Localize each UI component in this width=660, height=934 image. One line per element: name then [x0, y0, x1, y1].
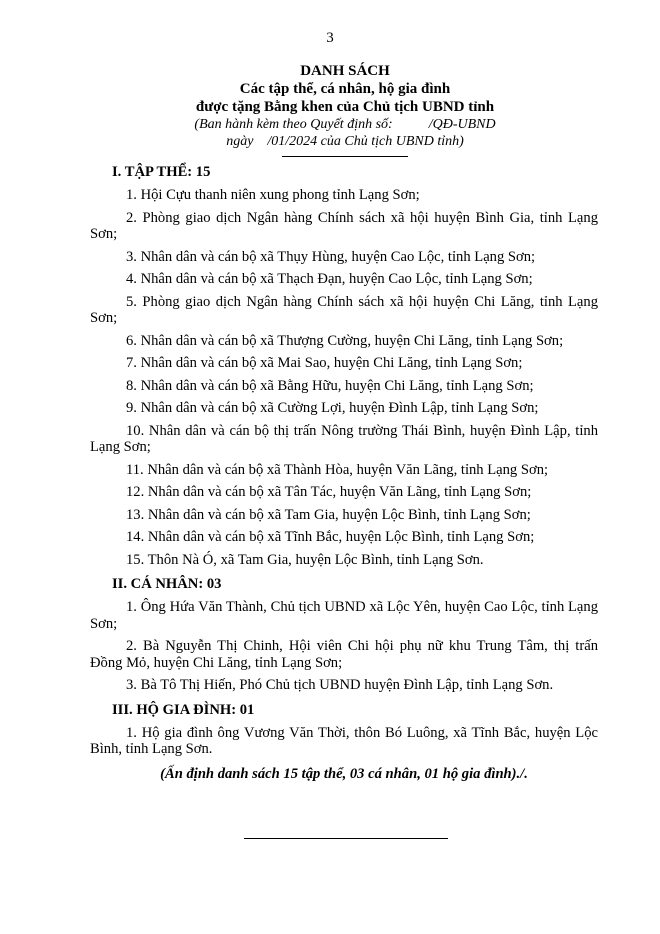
section-individuals — [90, 574, 598, 694]
closing-note: (Ấn định danh sách 15 tập thể, 03 cá nhân, 01 hộ gia đình)./. — [160, 765, 528, 782]
date-label: ngày — [226, 134, 254, 149]
list-item: 13. Nhân dân và cán bộ xã Tam Gia, huyện Lộc Bình, tỉnh Lạng Sơn; — [126, 506, 531, 523]
list-item: 4. Nhân dân và cán bộ xã Thạch Đạn, huyện Cao Lộc, tỉnh Lạng Sơn; — [126, 271, 533, 287]
list-item: 10. Nhân dân và cán bộ thị trấn Nông trường Thái Bình, huyện Đình Lập, tỉnh Lạng Sơn; — [90, 422, 598, 455]
issuance-note-prefix: (Ban hành kèm theo Quyết định số: — [194, 117, 393, 132]
list-item: 6. Nhân dân và cán bộ xã Thượng Cường, huyện Chi Lăng, tỉnh Lạng Sơn; — [126, 332, 564, 349]
list-item: 1. Hội Cựu thanh niên xung phong tỉnh Lạng Sơn; — [126, 187, 420, 203]
document-subtitle-1: Các tập thể, cá nhân, hộ gia đình — [239, 81, 451, 97]
list-item: 7. Nhân dân và cán bộ xã Mai Sao, huyện Chi Lăng, tỉnh Lạng Sơn; — [126, 355, 523, 371]
footer-divider — [244, 838, 448, 839]
page-number: 3 — [326, 30, 334, 46]
list-item: 11. Nhân dân và cán bộ xã Thành Hòa, huyện Văn Lãng, tỉnh Lạng Sơn; — [126, 461, 549, 478]
list-item: 12. Nhân dân và cán bộ xã Tân Tác, huyện Văn Lãng, tỉnh Lạng Sơn; — [126, 484, 532, 500]
list-item: 2. Phòng giao dịch Ngân hàng Chính sách xã hội huyện Bình Gia, tỉnh Lạng Sơn; — [90, 209, 598, 242]
list-item: 2. Bà Nguyễn Thị Chinh, Hội viên Chi hội phụ nữ khu Trung Tâm, thị trấn Đồng Mỏ, huyện Chi Lăng, tỉnh Lạng Sơn; — [90, 638, 598, 671]
section-heading: I. TẬP THỂ: 15 — [112, 164, 211, 180]
list-item: 3. Nhân dân và cán bộ xã Thụy Hùng, huyện Cao Lộc, tỉnh Lạng Sơn; — [126, 248, 536, 265]
list-item: 8. Nhân dân và cán bộ xã Bằng Hữu, huyện Chi Lăng, tỉnh Lạng Sơn; — [126, 377, 534, 394]
issuance-note-line-2 — [90, 133, 600, 150]
document-subtitle-2: được tặng Bằng khen của Chủ tịch UBND tỉnh — [195, 99, 495, 115]
list-item: 15. Thôn Nà Ó, xã Tam Gia, huyện Lộc Bình, tỉnh Lạng Sơn. — [126, 551, 484, 568]
list-item: 1. Hộ gia đình ông Vương Văn Thời, thôn Bó Luông, xã Tĩnh Bắc, huyện Lộc Bình, tỉnh Lạng Sơn. — [90, 724, 598, 757]
section-collectives — [90, 162, 598, 568]
document-title: DANH SÁCH — [300, 63, 390, 79]
date-suffix: /01/2024 của Chủ tịch UBND tỉnh) — [267, 134, 464, 149]
list-item: 5. Phòng giao dịch Ngân hàng Chính sách xã hội huyện Chi Lăng, tỉnh Lạng Sơn; — [90, 293, 598, 326]
document-header — [90, 62, 600, 150]
header-divider — [282, 156, 408, 157]
document-body — [90, 162, 598, 784]
section-heading: II. CÁ NHÂN: 03 — [112, 576, 222, 592]
issuance-note-line-1 — [90, 116, 600, 133]
list-item: 14. Nhân dân và cán bộ xã Tĩnh Bắc, huyện Lộc Bình, tỉnh Lạng Sơn; — [126, 529, 535, 545]
section-heading: III. HỘ GIA ĐÌNH: 01 — [112, 701, 255, 718]
section-households — [90, 700, 598, 758]
decision-code: /QĐ-UBND — [428, 117, 496, 132]
list-item: 1. Ông Hứa Văn Thành, Chủ tịch UBND xã Lộc Yên, huyện Cao Lộc, tỉnh Lạng Sơn; — [90, 599, 598, 632]
list-item: 9. Nhân dân và cán bộ xã Cường Lợi, huyện Đình Lập, tỉnh Lạng Sơn; — [126, 400, 539, 416]
list-item: 3. Bà Tô Thị Hiến, Phó Chủ tịch UBND huyện Đình Lập, tỉnh Lạng Sơn. — [126, 677, 554, 693]
